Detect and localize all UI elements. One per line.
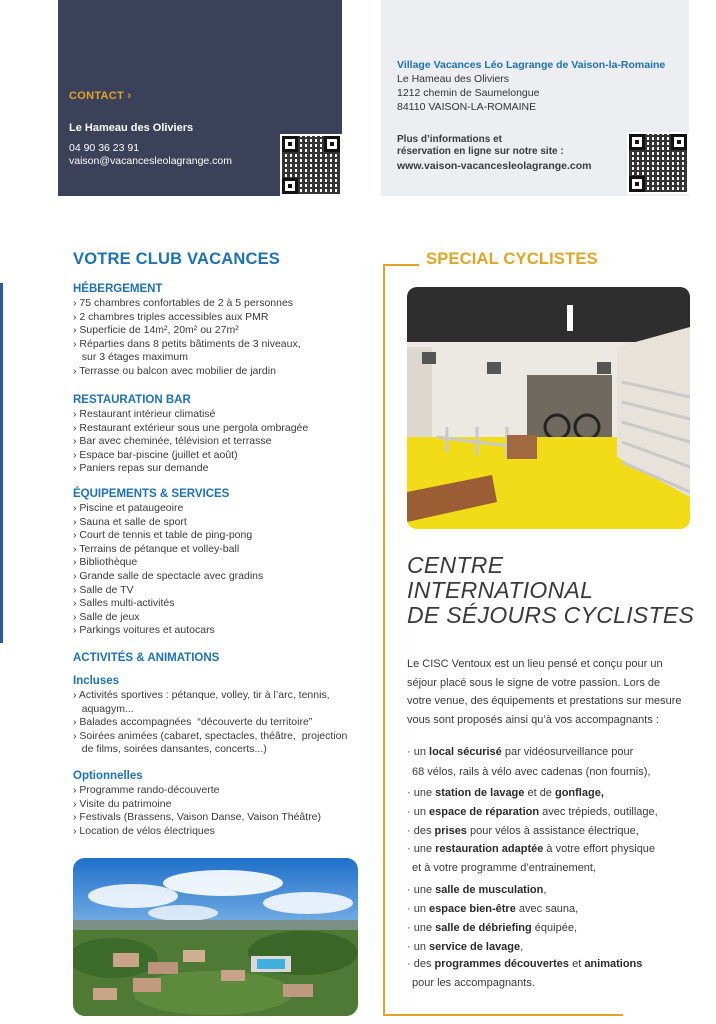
village-aerial-photo (73, 858, 358, 1016)
list-item: › Paniers repas sur demande (73, 462, 209, 475)
list-item: › Espace bar-piscine (juillet et août) (73, 448, 238, 461)
bullet-item: · un espace de réparation avec trépieds, outillage, (407, 806, 658, 818)
address-line: 84110 VAISON-LA-ROMAINE (397, 101, 537, 113)
incluses-list (73, 689, 373, 757)
section-title-restauration: RESTAURATION BAR (73, 394, 191, 406)
equipements-list (73, 502, 373, 638)
contact-name: Le Hameau des Oliviers (69, 122, 194, 134)
address-line: 1212 chemin de Saumelongue (397, 87, 540, 99)
list-item: › Restaurant intérieur climatisé (73, 408, 216, 420)
cyclistes-title: SPECIAL CYCLISTES (426, 250, 598, 268)
list-item: › Programme rando-découverte (73, 784, 220, 796)
list-item: › Terrasse ou balcon avec mobilier de jardin (73, 364, 276, 377)
centre-title-line: DE SÉJOURS CYCLISTES (407, 602, 695, 628)
bullet-item: · une station de lavage et de gonflage, (407, 787, 604, 799)
address-panel (381, 0, 689, 196)
bullet-item: · un service de lavage, (407, 941, 524, 953)
list-item: › Piscine et pataugeoire (73, 502, 184, 514)
contact-phone[interactable]: 04 90 36 23 91 (69, 142, 140, 154)
website-link[interactable]: www.vaison-vacancesleolagrange.com (397, 160, 592, 172)
list-item: › Sauna et salle de sport (73, 515, 187, 528)
list-item: › 75 chambres confortables de 2 à 5 personnes (73, 297, 294, 309)
frame-line (383, 1014, 623, 1016)
list-item: › 2 chambres triples accessibles aux PMR (73, 310, 269, 323)
bullet-item-continued: 68 vélos, rails à vélo avec cadenas (non fournis), (412, 766, 651, 778)
list-item: › Bibliothèque (73, 556, 138, 569)
qr-code-icon[interactable] (627, 132, 689, 194)
address-title: Village Vacances Léo Lagrange de Vaison-la-Romaine (397, 59, 666, 71)
more-info-text (397, 134, 564, 158)
intro-paragraph: Le CISC Ventoux est un lieu pensé et conçu pour un séjour placé sous le signe de votre passion. Lors de votre venue, des équipements et prestations sur mesure vous sont proposés ainsi qu’à vos accompagnants : (407, 658, 682, 726)
list-item: › Salle de jeux (73, 610, 140, 623)
frame-line (383, 264, 419, 266)
section-title-equipements: ÉQUIPEMENTS & SERVICES (73, 488, 230, 500)
list-item: sur 3 étages maximum (73, 351, 188, 364)
section-title-hebergement: HÉBERGEMENT (73, 283, 163, 295)
section-title-activites: ACTIVITÉS & ANIMATIONS (73, 652, 220, 664)
list-item: › Bar avec cheminée, télévision et terrasse (73, 435, 272, 448)
bullet-item: · une salle de musculation, (407, 884, 547, 896)
list-item: › Balades accompagnées “découverte du territoire” (73, 716, 313, 729)
bullet-item-continued: et à votre programme d’entrainement, (412, 862, 597, 874)
list-item: › Restaurant extérieur sous une pergola ombragée (73, 421, 309, 434)
bullet-item: · un espace bien-être avec sauna, (407, 903, 579, 915)
club-title: VOTRE CLUB VACANCES (73, 250, 281, 268)
list-item: › Salle de TV (73, 583, 134, 596)
centre-title-line: CENTRE (407, 552, 504, 578)
village-aerial-illustration (73, 858, 358, 1016)
contact-panel (58, 0, 342, 196)
bullet-item: · un local sécurisé par vidéosurveillance pour (407, 746, 634, 758)
list-item: aquagym... (73, 702, 134, 715)
centre-title-line: INTERNATIONAL (407, 577, 594, 603)
bike-room-photo (407, 287, 690, 529)
list-item: › Terrains de pétanque et volley-ball (73, 542, 240, 555)
bike-room-illustration (407, 287, 690, 529)
list-item: › Festivals (Brassens, Vaison Danse, Vaison Théâtre) (73, 811, 322, 824)
list-item: › Soirées animées (cabaret, spectacles, théâtre, projection (73, 729, 348, 742)
contact-email[interactable]: vaison@vacancesleolagrange.com (69, 155, 233, 167)
list-item: › Visite du patrimoine (73, 797, 172, 810)
hebergement-list (73, 297, 373, 379)
subsection-title-incluses: Incluses (73, 675, 120, 687)
bullet-item: · une salle de débriefing équipée, (407, 922, 577, 934)
list-item: de films, soirées dansantes, concerts...) (73, 743, 267, 756)
contact-label: CONTACT › (69, 90, 132, 102)
list-item: › Superficie de 14m², 20m² ou 27m² (73, 324, 239, 337)
list-item: › Salles multi-activités (73, 597, 175, 610)
restauration-list (73, 408, 373, 476)
bullet-item: · des prises pour vélos à assistance électrique, (407, 825, 639, 837)
bullet-item: · des programmes découvertes et animations (407, 958, 643, 970)
optionnelles-list (73, 784, 373, 838)
more-info-line: Plus d’informations et (397, 134, 503, 145)
centre-title (407, 553, 694, 628)
edge-bar (0, 283, 3, 643)
bullet-item-continued: pour les accompagnants. (412, 977, 535, 989)
list-item: › Parkings voitures et autocars (73, 624, 215, 637)
more-info-line: réservation en ligne sur notre site : (397, 146, 564, 157)
list-item: › Location de vélos électriques (73, 824, 215, 837)
bullet-item: · une restauration adaptée à votre effort physique (407, 843, 656, 855)
address-line: Le Hameau des Oliviers (397, 73, 510, 85)
list-item: › Grande salle de spectacle avec gradins (73, 569, 264, 582)
list-item: › Activités sportives : pétanque, volley, tir à l’arc, tennis, (73, 689, 330, 701)
frame-line (383, 264, 385, 1016)
qr-code-icon[interactable] (280, 134, 342, 196)
list-item: › Réparties dans 8 petits bâtiments de 3 niveaux, (73, 337, 301, 350)
subsection-title-optionnelles: Optionnelles (73, 770, 143, 782)
list-item: › Court de tennis et table de ping-pong (73, 529, 253, 542)
